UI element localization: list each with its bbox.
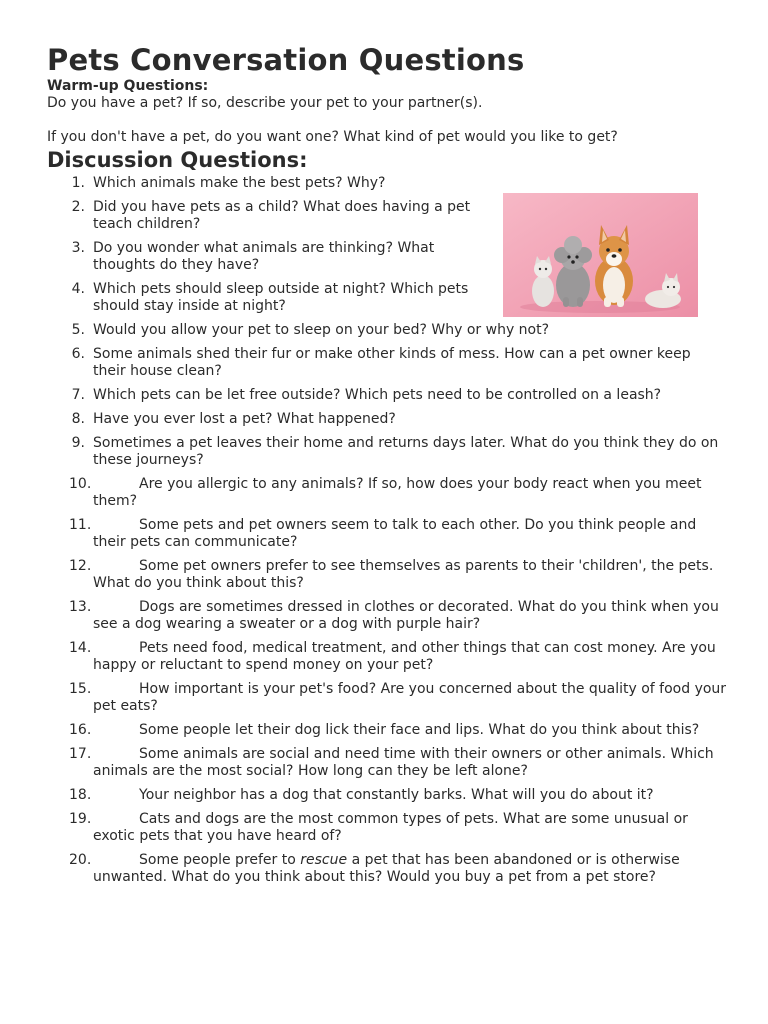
list-item-number: 16.	[69, 722, 92, 738]
pets-illustration-icon	[503, 193, 698, 317]
warmup-question-2: If you don't have a pet, do you want one? What kind of pet would you like to get?	[47, 129, 618, 145]
list-item	[47, 558, 727, 592]
list-item-text	[93, 811, 688, 844]
list-item-text	[93, 722, 699, 738]
list-item-text-content: Dogs are sometimes dressed in clothes or decorated. What do you think when you see a dog wearing a sweater or a dog with purple hair?	[93, 599, 719, 632]
list-item	[47, 435, 727, 469]
list-item-text: Have you ever lost a pet? What happened?	[93, 411, 396, 427]
list-item-number: 12.	[69, 558, 92, 574]
list-item-text: Did you have pets as a child? What does having a pet teach children?	[93, 199, 471, 232]
list-item	[47, 746, 727, 780]
list-item-number: 17.	[69, 746, 92, 762]
list-item-text-content: Some animals are social and need time with their owners or other animals. Which animals are the most social? How long can they be left alone?	[93, 746, 714, 779]
list-item-number: 13.	[69, 599, 92, 615]
list-item-number: 2.	[71, 199, 85, 215]
list-item-number: 15.	[69, 681, 92, 697]
list-item	[47, 640, 727, 674]
list-item-text-content: Are you allergic to any animals? If so, how does your body react when you meet them?	[93, 476, 702, 509]
list-item	[47, 681, 727, 715]
list-item	[47, 387, 727, 404]
list-item-text	[93, 640, 716, 673]
list-item-text: Some animals shed their fur or make other kinds of mess. How can a pet owner keep their house clean?	[93, 346, 691, 379]
list-item-text	[93, 599, 719, 632]
list-item	[47, 411, 727, 428]
pets-group-photo	[503, 193, 698, 317]
list-item-text-before: Some people prefer to	[139, 852, 301, 868]
list-item-text	[93, 787, 654, 803]
list-item-number: 5.	[71, 322, 85, 338]
list-item-text: Sometimes a pet leaves their home and returns days later. What do you think they do on these journeys?	[93, 435, 719, 468]
list-item-text: Which pets should sleep outside at night? Which pets should stay inside at night?	[93, 281, 469, 314]
discussion-heading: Discussion Questions:	[47, 148, 308, 172]
list-item-text	[93, 558, 713, 591]
list-item-text-content: Some pet owners prefer to see themselves as parents to their 'children', the pets. What do you think about this?	[93, 558, 714, 591]
list-item-number: 9.	[71, 435, 85, 451]
list-item-number: 1.	[71, 175, 85, 191]
list-item-text: Which animals make the best pets? Why?	[93, 175, 386, 191]
list-item	[47, 175, 727, 192]
list-item	[47, 852, 727, 886]
list-item	[47, 811, 727, 845]
list-item-number: 11.	[69, 517, 92, 533]
page-title: Pets Conversation Questions	[47, 43, 525, 77]
list-item-number: 6.	[71, 346, 85, 362]
list-item-text	[93, 476, 701, 509]
list-item-number: 8.	[71, 411, 85, 427]
list-item-number: 4.	[71, 281, 85, 297]
list-item-number: 7.	[71, 387, 85, 403]
list-item	[47, 787, 727, 804]
list-item-text	[93, 681, 726, 714]
list-item-text-content: Some people let their dog lick their face and lips. What do you think about this?	[139, 722, 700, 738]
list-item	[47, 346, 727, 380]
list-item-text: Which pets can be let free outside? Which pets need to be controlled on a leash?	[93, 387, 662, 403]
corgi-icon	[595, 225, 633, 307]
list-item-text: Would you allow your pet to sleep on your bed? Why or why not?	[93, 322, 550, 338]
document-page	[47, 42, 727, 893]
list-item-number: 18.	[69, 787, 92, 803]
list-item-text	[93, 852, 680, 885]
list-item-text-content: Your neighbor has a dog that constantly barks. What will you do about it?	[139, 787, 654, 803]
list-item	[47, 599, 727, 633]
list-item-text-content: How important is your pet's food? Are you concerned about the quality of food your pet eats?	[93, 681, 727, 714]
warmup-question-1: Do you have a pet? If so, describe your pet to your partner(s).	[47, 95, 483, 111]
list-item	[47, 476, 727, 510]
cat-left-icon	[532, 256, 554, 307]
list-item	[47, 722, 727, 739]
list-item-text: Do you wonder what animals are thinking? What thoughts do they have?	[93, 240, 435, 273]
list-item-text-emphasis: rescue	[300, 852, 348, 868]
list-item	[47, 322, 727, 339]
list-item-number: 20.	[69, 852, 92, 868]
list-item-text-after: a pet that has been abandoned or is otherwise unwanted. What do you think about this? Would you buy a pet from a pet store?	[93, 852, 680, 885]
list-item-number: 10.	[69, 476, 92, 492]
list-item-text	[93, 517, 696, 550]
list-item-text	[93, 746, 714, 779]
list-item	[47, 517, 727, 551]
list-item-text-content: Pets need food, medical treatment, and other things that can cost money. Are you happy or reluctant to spend money on your pet?	[93, 640, 716, 673]
list-item-number: 14.	[69, 640, 92, 656]
list-item-text-content: Cats and dogs are the most common types of pets. What are some unusual or exotic pets that you have heard of?	[93, 811, 688, 844]
warmup-heading: Warm-up Questions:	[47, 78, 209, 94]
list-item-number: 3.	[71, 240, 85, 256]
list-item-number: 19.	[69, 811, 92, 827]
list-item-text-content: Some pets and pet owners seem to talk to each other. Do you think people and their pets can communicate?	[93, 517, 697, 550]
